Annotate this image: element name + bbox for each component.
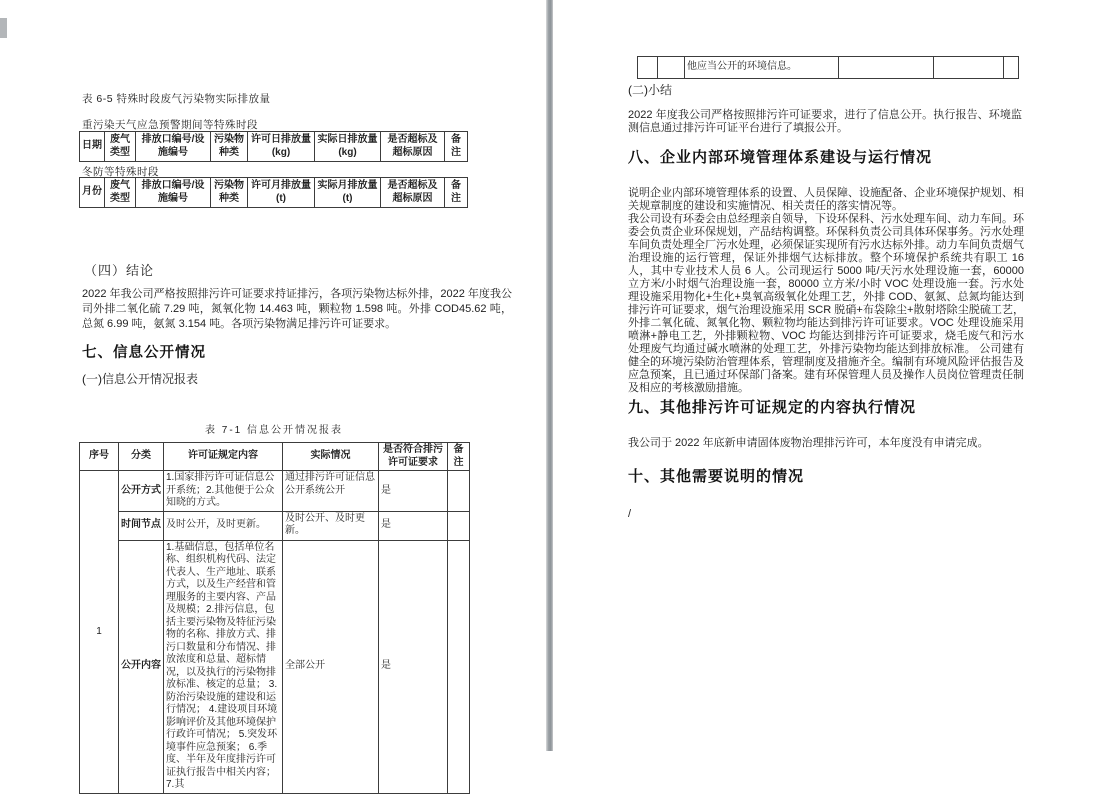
table-7-1-continuation-row [637, 56, 1019, 79]
section-7-heading: 七、信息公开情况 [82, 345, 206, 361]
table-row [638, 57, 1019, 79]
col-header: 许可证规定内容 [164, 443, 283, 471]
col-header: 是否超标及超标原因 [381, 132, 445, 162]
col-header: 实际月排放量(t) [315, 178, 381, 208]
table-7-1-info-disclosure [79, 442, 470, 794]
col-header: 序号 [80, 443, 119, 471]
remark-cell [448, 540, 470, 793]
col-header: 备注 [448, 443, 470, 471]
col-header: 月份 [80, 178, 105, 208]
col-header: 日期 [80, 132, 105, 162]
required-content-cell: 1.国家排污许可证信息公开系统；2.其他便于公众知晓的方式。 [164, 471, 283, 512]
col-header: 污染物种类 [211, 132, 248, 162]
col-header: 实际日排放量(kg) [315, 132, 381, 162]
special-period-1-label: 重污染天气应急预警期间等特殊时段 [82, 119, 258, 131]
table-7-1-caption: 表 7-1 信息公开情况报表 [204, 425, 343, 436]
actual-situation-cell: 通过排污许可证信息公开系统公开 [283, 471, 379, 512]
row-number-cell: 1 [80, 471, 119, 794]
actual-situation-cell: 及时公开、及时更新。 [283, 511, 379, 540]
col-header: 许可月排放量(t) [248, 178, 315, 208]
summary-paragraph: 2022 年度我公司严格按照排污许可证要求，进行了信息公开。执行报告、环境监测信息通过排污许可证平台进行了填报公开。 [628, 109, 1022, 134]
actual-situation-cell: 全部公开 [283, 540, 379, 793]
col-header: 是否超标及超标原因 [381, 178, 445, 208]
col-header: 许可日排放量(kg) [248, 132, 315, 162]
section-10-heading: 十、其他需要说明的情况 [628, 468, 805, 485]
section-8-paragraph-2: 我公司设有环委会由总经理亲自领导，下设环保科、污水处理车间、动力车间。环委会负责企业环保规划，产品结构调整。环保科负责公司具体环保事务。污水处理车间负责处理全厂污水处理，必须保证实现所有污水达标外排。动力车间负责烟气治理设施的运行管理，保证外排烟气达标排放。整个环境保护系统共有职工 16 人，其中专业技术人员 6 人。公司现运行 5000 吨/天污水处理设施一套，60000 立方米/小时烟气治理设施一套，80000 立方米/小时 VOC 处理设施一套。污水处理设施采用物化+生化+臭氧高级氧化处理工艺，外排 COD、氨氮、总氮均能达到排污许可证要求，烟气治理设施采用 SCR 脱硝+布袋除尘+散射塔除尘脱硫工艺，外排二氧化硫、氮氧化物、颗粒物均能达到排污许可证要求。VOC 处理设施采用喷淋+静电工艺，外排颗粒物、VOC 均能达到排污许可证要求，烧毛废气和污水处理废气均通过碱水喷淋的处理工艺，外排污染物均能达到排放标准。 公司建有健全的环境污染防治管理体系，管理制度及措施齐全。编制有环境风险评估报告及应急预案，且已通过环保部门备案。建有环保管理人员及操作人员岗位管理责任制及相应的考核激励措施。 [628, 213, 1024, 394]
section-7-subheading: (一)信息公开情况报表 [82, 372, 198, 386]
category-cell: 公开方式 [119, 471, 164, 512]
col-header: 排放口编号/设施编号 [136, 178, 211, 208]
remark-cell [448, 511, 470, 540]
left-edge-mark [0, 18, 7, 38]
table-row [80, 540, 470, 793]
section-9-heading: 九、其他排污许可证规定的内容执行情况 [628, 399, 917, 416]
table-row [80, 471, 470, 512]
compliant-cell: 是 [379, 540, 448, 793]
category-cell [658, 57, 685, 79]
page-gap-divider [546, 0, 553, 751]
actual-situation-cell [839, 57, 934, 79]
compliant-cell: 是 [379, 471, 448, 512]
section-9-paragraph: 我公司于 2022 年底新申请固体废物治理排污许可，本年度没有申请完成。 [628, 437, 989, 449]
col-header: 分类 [119, 443, 164, 471]
special-period-2-label: 冬防等特殊时段 [82, 166, 159, 178]
remark-cell [1004, 57, 1019, 79]
page-left [0, 0, 546, 790]
col-header: 备注 [445, 132, 468, 162]
col-header: 污染物种类 [211, 178, 248, 208]
compliant-cell [934, 57, 1004, 79]
table-daily-special-period [79, 131, 468, 162]
page-right [553, 0, 1100, 751]
table-row [80, 511, 470, 540]
col-header: 废气类型 [105, 132, 136, 162]
col-header: 排放口编号/设施编号 [136, 132, 211, 162]
col-header: 废气类型 [105, 178, 136, 208]
col-header: 实际情况 [283, 443, 379, 471]
section-8-paragraph-1: 说明企业内部环境管理体系的设置、人员保障、设施配备、企业环境保护规划、相关规章制度的建设和实施情况、相关责任的落实情况等。 [628, 187, 1024, 212]
section-8-heading: 八、企业内部环境管理体系建设与运行情况 [628, 149, 933, 166]
required-content-cell: 他应当公开的环境信息。 [685, 57, 839, 79]
table-monthly-special-period [79, 177, 468, 208]
section-10-placeholder: / [628, 508, 632, 520]
required-content-cell: 及时公开，及时更新。 [164, 511, 283, 540]
category-cell: 公开内容 [119, 540, 164, 793]
section-8-body [628, 187, 1024, 395]
col-header: 是否符合排污许可证要求 [379, 443, 448, 471]
table-6-5-caption: 表 6-5 特殊时段废气污染物实际排放量 [82, 93, 271, 105]
required-content-cell: 1.基础信息，包括单位名称、组织机构代码、法定代表人、生产地址、联系方式，以及生产经营和管理服务的主要内容、产品及规模；2.排污信息，包括主要污染物及特征污染物的名称、排放方式、排污口数量和分布情况、排放浓度和总量、超标情况，以及执行的污染物排放标准、核定的总量； 3.防治污染设施的建设和运行情况； 4.建设项目环境影响评价及其他环境保护行政许可情况； 5.突发环境事件应急预案； 6.季度、半年及年度排污许可证执行报告中相关内容； 7.其 [164, 540, 283, 793]
compliant-cell: 是 [379, 511, 448, 540]
remark-cell [448, 471, 470, 512]
category-cell: 时间节点 [119, 511, 164, 540]
summary-heading: (二)小结 [628, 83, 672, 97]
conclusion-paragraph: 2022 年我公司严格按照排污许可证要求持证排污，各项污染物达标外排，2022 年度我公司外排二氧化硫 7.29 吨，氮氧化物 14.463 吨，颗粒物 1.598 吨。外排 COD45.62 吨，总氮 6.99 吨，氨氮 3.154 吨。各项污染物满足排污许可证要求。 [82, 288, 512, 330]
conclusion-heading: （四）结论 [84, 263, 155, 278]
row-number-cell [638, 57, 658, 79]
col-header: 备注 [445, 178, 468, 208]
